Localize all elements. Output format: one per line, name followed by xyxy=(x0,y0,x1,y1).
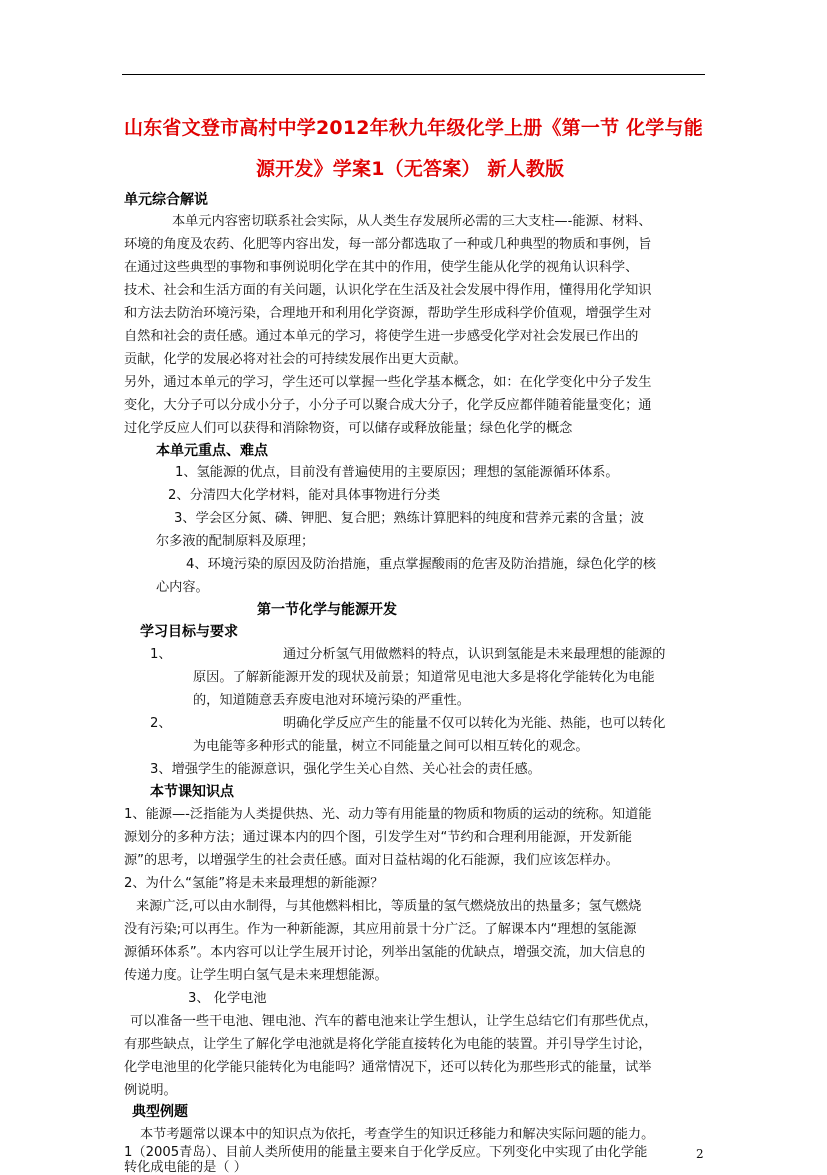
text-line: 没有污染;可以再生。作为一种新能源，其应用前景十分广泛。了解课本内“理想的氢能源 xyxy=(124,922,637,937)
text-line: 传递力度。让学生明白氢气是未来理想能源。 xyxy=(124,968,388,983)
text-line: 化学电池里的化学能只能转化为电能吗？通常情况下，还可以转化为那些形式的能量，试举 xyxy=(124,1060,652,1075)
text-line: 通过分析氢气用做燃料的特点，认识到氢能是未来最理想的能源的 xyxy=(283,647,666,662)
document-title-line-2: 源开发》学案1（无答案） 新人教版 xyxy=(256,158,565,180)
text-line: 另外，通过本单元的学习，学生还可以掌握一些化学基本概念，如：在化学变化中分子发生 xyxy=(124,375,652,390)
text-line: 3、 化学电池 xyxy=(188,991,267,1006)
objective-number: 1、 xyxy=(150,647,172,662)
section-heading-key-points: 本单元重点、难点 xyxy=(156,443,268,459)
text-line: 贡献，化学的发展必将对社会的可持续发展作出更大贡献。 xyxy=(124,352,467,367)
section-heading-lesson-title: 第一节化学与能源开发 xyxy=(257,602,397,618)
subheading-learning-objectives: 学习目标与要求 xyxy=(140,624,238,640)
text-line: 2、为什么“氢能”将是未来最理想的新能源？ xyxy=(124,876,384,891)
text-line: 环境的角度及农药、化肥等内容出发，每一部分都选取了一种或几种典型的物质和事例，旨 xyxy=(124,237,652,252)
text-line: 3、增强学生的能源意识，强化学生关心自然、关心社会的责任感。 xyxy=(150,762,541,777)
header-rule xyxy=(122,74,705,75)
text-line: 1、氢能源的优点，目前没有普遍使用的主要原因；理想的氢能源循环体系。 xyxy=(175,465,619,480)
text-line: 转化成电能的是（ ） xyxy=(124,1160,247,1175)
text-line: 和方法去防治环境污染，合理地开和利用化学资源，帮助学生形成科学价值观，增强学生对 xyxy=(124,306,652,321)
page-number: 2 xyxy=(696,1147,704,1161)
text-line: 来源广泛,可以由水制得，与其他燃料相比，等质量的氢气燃烧放出的热量多；氢气燃烧 xyxy=(136,899,642,914)
text-line: 源循环体系”。本内容可以让学生展开讨论，列举出氢能的优缺点，增强交流，加大信息的 xyxy=(124,945,646,960)
section-heading-knowledge-points: 本节课知识点 xyxy=(150,784,234,800)
text-line: 源”的思考，以增强学生的社会责任感。面对日益枯竭的化石能源，我们应该怎样办。 xyxy=(124,853,619,868)
text-line: 源划分的多种方法；通过课本内的四个图，引发学生对“节约和合理利用能源，开发新能 xyxy=(124,830,632,845)
text-line: 心内容。 xyxy=(156,580,209,595)
text-line: 原因。了解新能源开发的现状及前景；知道常见电池大多是将化学能转化为电能 xyxy=(193,670,655,685)
objective-number: 2、 xyxy=(150,716,172,731)
text-line: 本单元内容密切联系社会实际，从人类生存发展所必需的三大支柱—-能源、材料、 xyxy=(172,214,652,229)
text-line: 在通过这些典型的事物和事例说明化学在其中的作用，使学生能从化学的视角认识科学、 xyxy=(124,260,639,275)
text-line: 可以准备一些干电池、锂电池、汽车的蓄电池来让学生想认，让学生总结它们有那些优点， xyxy=(130,1014,658,1029)
text-line: 有那些缺点，让学生了解化学电池就是将化学能直接转化为电能的装置。并引导学生讨论， xyxy=(124,1037,652,1052)
text-line: 为电能等多种形式的能量，树立不同能量之间可以相互转化的观念。 xyxy=(193,739,589,754)
text-line: 2、分清四大化学材料，能对具体事物进行分类 xyxy=(168,488,441,503)
text-line: 的，知道随意丢弃废电池对环境污染的严重性。 xyxy=(193,693,470,708)
text-line: 例说明。 xyxy=(124,1083,177,1098)
text-line: 自然和社会的责任感。通过本单元的学习，将使学生进一步感受化学对社会发展已作出的 xyxy=(124,329,639,344)
text-line: 本节考题常以课本中的知识点为依托，考查学生的知识迁移能力和解决实际问题的能力。 xyxy=(140,1127,655,1142)
text-line: 技术、社会和生活方面的有关问题，认识化学在生活及社会发展中得作用，懂得用化学知识 xyxy=(124,283,652,298)
text-line: 4、环境污染的原因及防治措施，重点掌握酸雨的危害及防治措施，绿色化学的核 xyxy=(186,557,656,572)
text-line: 过化学反应人们可以获得和消除物资，可以储存或释放能量；绿色化学的概念 xyxy=(124,421,573,436)
section-heading-unit-overview: 单元综合解说 xyxy=(124,192,208,208)
text-line: 3、学会区分氮、磷、钾肥、复合肥；熟练计算肥料的纯度和营养元素的含量；波 xyxy=(174,511,644,526)
text-line: 变化，大分子可以分成小分子，小分子可以聚合成大分子，化学反应都伴随着能量变化；通 xyxy=(124,398,652,413)
document-title-line-1: 山东省文登市高村中学2012年秋九年级化学上册《第一节 化学与能 xyxy=(124,117,703,139)
text-line: 1（2005青岛）、目前人类所使用的能量主要来自于化学反应。下列变化中实现了由化学能 xyxy=(124,1145,648,1160)
text-line: 尔多液的配制原料及原理； xyxy=(156,534,315,549)
section-heading-example-problems: 典型例题 xyxy=(132,1104,188,1120)
text-line: 明确化学反应产生的能量不仅可以转化为光能、热能，也可以转化 xyxy=(283,716,666,731)
text-line: 1、能源—-泛指能为人类提供热、光、动力等有用能量的物质和物质的运动的统称。知道能 xyxy=(124,807,652,822)
